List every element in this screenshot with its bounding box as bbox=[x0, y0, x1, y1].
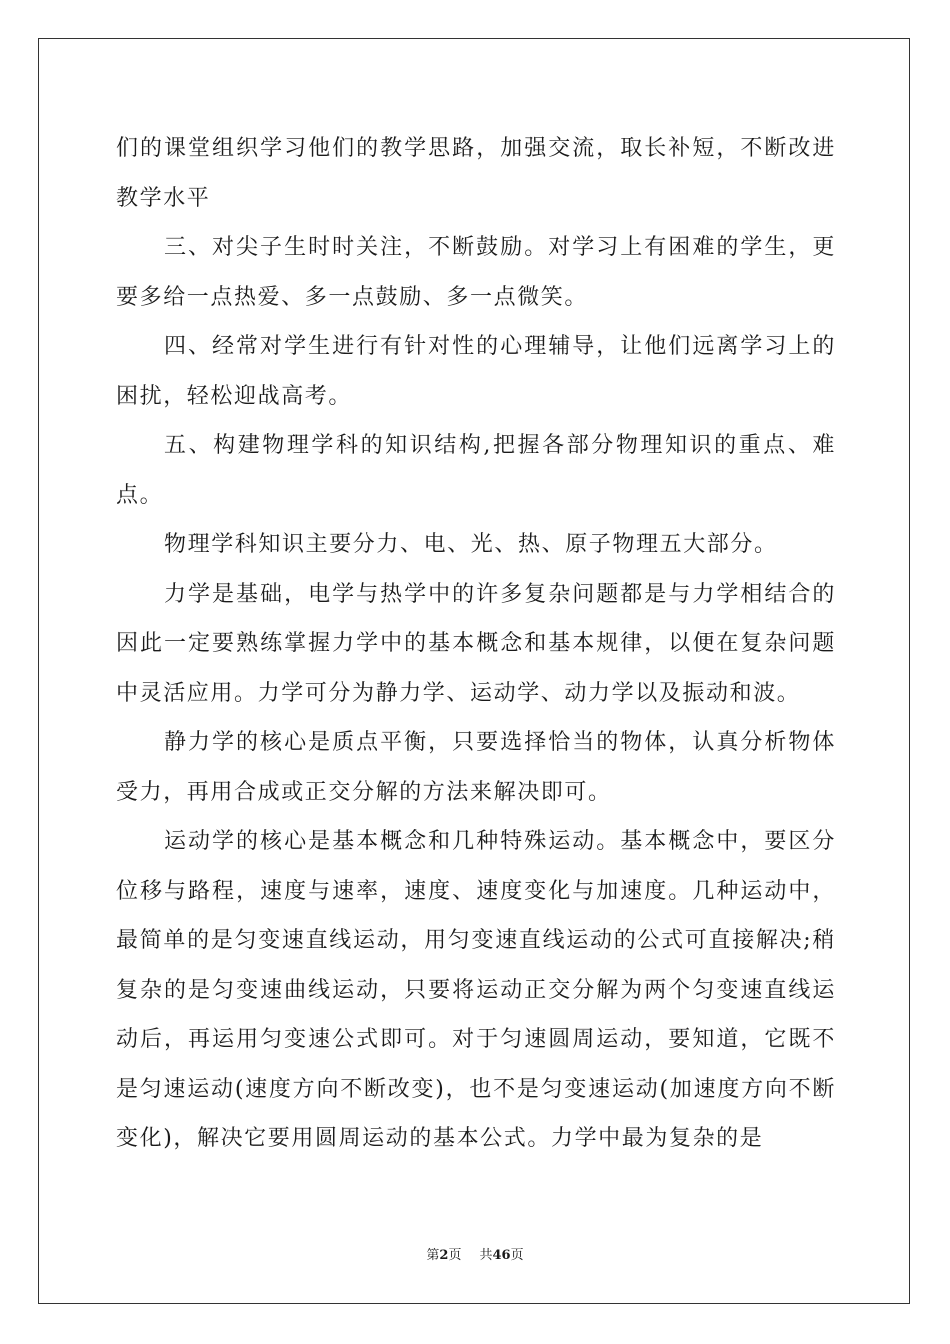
total-suffix: 页 bbox=[510, 1248, 524, 1263]
page-suffix: 页 bbox=[448, 1248, 462, 1263]
page-prefix: 第 bbox=[426, 1248, 440, 1263]
paragraph-item-five: 五、构建物理学科的知识结构,把握各部分物理知识的重点、难点。 bbox=[116, 433, 836, 508]
paragraph-mechanics: 力学是基础，电学与热学中的许多复杂问题都是与力学相结合的因此一定要熟练掌握力学中的基本概念和基本规律，以便在复杂问题中灵活应用。力学可分为静力学、运动学、动力学以及振动和波。 bbox=[116, 581, 836, 706]
page-footer bbox=[0, 1248, 950, 1264]
paragraph-kinematics: 运动学的核心是基本概念和几种特殊运动。基本概念中，要区分位移与路程，速度与速率，速度、速度变化与加速度。几种运动中，最简单的是匀变速直线运动，用匀变速直线运动的公式可直接解决;稍复杂的是匀变速曲线运动，只要将运动正交分解为两个匀变速直线运动后，再运用匀变速公式即可。对于匀速圆周运动，要知道，它既不是匀速运动(速度方向不断改变)，也不是匀变速运动(加速度方向不断变化)，解决它要用圆周运动的基本公式。力学中最为复杂的是 bbox=[116, 829, 836, 1151]
total-prefix: 共 bbox=[479, 1248, 493, 1263]
total-pages: 46 bbox=[492, 1248, 511, 1263]
page-number: 2 bbox=[439, 1248, 449, 1263]
paragraph-item-three: 三、对尖子生时时关注，不断鼓励。对学习上有困难的学生，更要多给一点热爱、多一点鼓励、多一点微笑。 bbox=[116, 235, 836, 310]
paragraph-physics-overview: 物理学科知识主要分力、电、光、热、原子物理五大部分。 bbox=[164, 532, 778, 557]
paragraph-continuation: 们的课堂组织学习他们的教学思路，加强交流，取长补短，不断改进教学水平 bbox=[116, 136, 836, 211]
document-body bbox=[116, 124, 836, 1164]
paragraph-item-four: 四、经常对学生进行有针对性的心理辅导，让他们远离学习上的困扰，轻松迎战高考。 bbox=[116, 334, 836, 409]
paragraph-statics: 静力学的核心是质点平衡，只要选择恰当的物体，认真分析物体受力，再用合成或正交分解的方法来解决即可。 bbox=[116, 730, 836, 805]
